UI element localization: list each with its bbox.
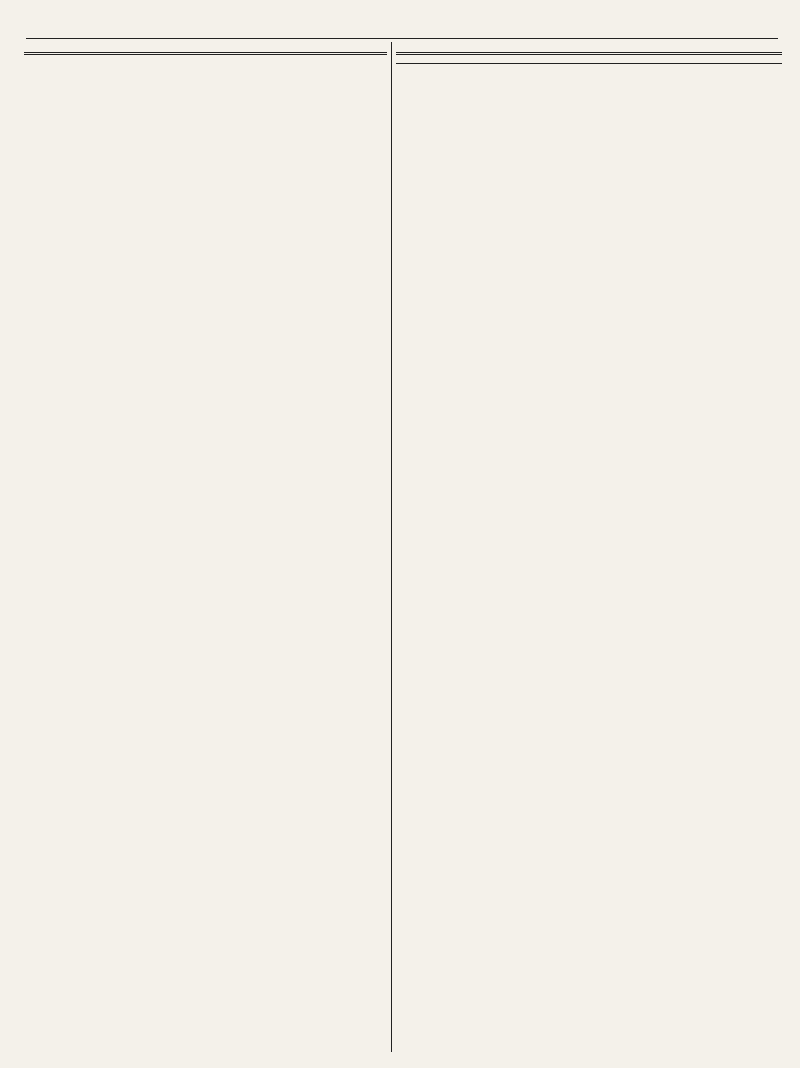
header-rule bbox=[26, 38, 778, 39]
left-column bbox=[24, 44, 387, 1056]
column-divider bbox=[391, 42, 392, 1052]
footer-rule bbox=[396, 63, 782, 64]
section-rule-right bbox=[396, 52, 782, 55]
section-rule bbox=[24, 52, 387, 55]
right-column bbox=[396, 44, 782, 1056]
page-header bbox=[22, 14, 778, 36]
